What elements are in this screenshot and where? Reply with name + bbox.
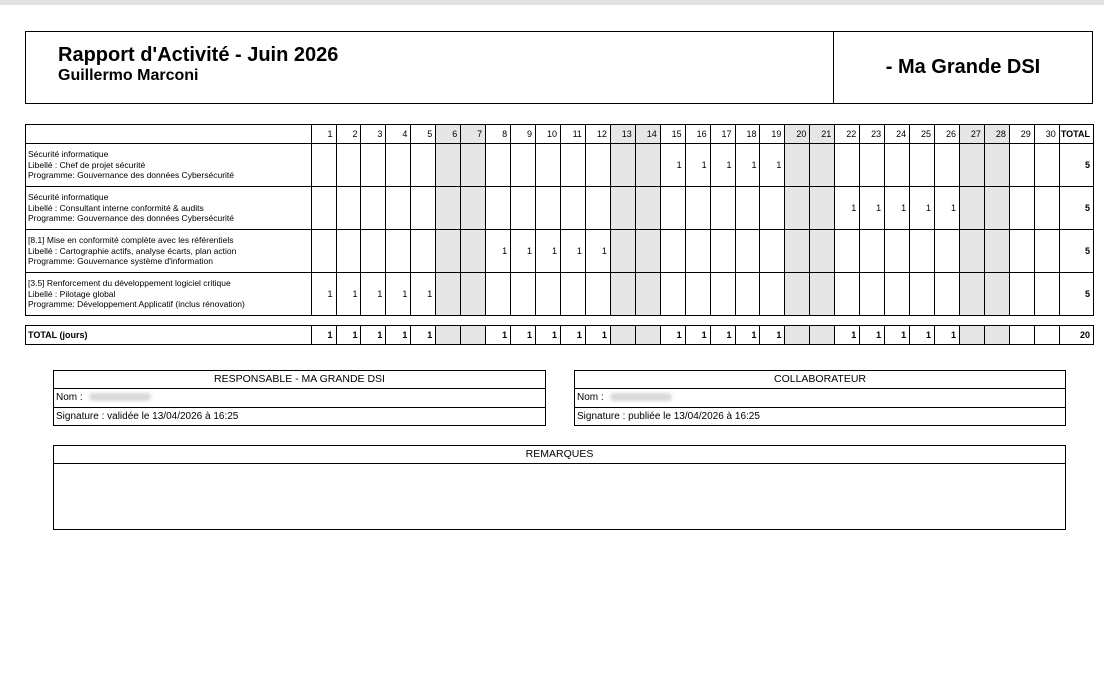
- day-header-20: 20: [785, 125, 810, 144]
- day-cell[interactable]: [685, 187, 710, 230]
- day-header-3: 3: [361, 125, 386, 144]
- day-cell[interactable]: [1034, 230, 1059, 273]
- day-cell[interactable]: [835, 273, 860, 316]
- day-cell[interactable]: [610, 230, 635, 273]
- day-cell[interactable]: [311, 187, 336, 230]
- day-cell[interactable]: [610, 273, 635, 316]
- day-cell[interactable]: [1009, 230, 1034, 273]
- total-day-cell: 1: [361, 326, 386, 345]
- day-cell[interactable]: 1: [311, 273, 336, 316]
- day-cell[interactable]: [810, 273, 835, 316]
- day-cell[interactable]: [585, 144, 610, 187]
- day-cell[interactable]: 1: [386, 273, 411, 316]
- day-cell[interactable]: [1034, 144, 1059, 187]
- day-cell[interactable]: [984, 187, 1009, 230]
- day-cell[interactable]: [810, 230, 835, 273]
- day-cell[interactable]: [835, 144, 860, 187]
- day-cell[interactable]: [785, 230, 810, 273]
- day-cell[interactable]: [910, 144, 935, 187]
- day-cell[interactable]: [785, 187, 810, 230]
- day-cell[interactable]: [660, 187, 685, 230]
- activity-line2: Libellé : Consultant interne conformité & audits: [28, 202, 204, 213]
- day-cell[interactable]: [486, 187, 511, 230]
- day-cell[interactable]: [411, 144, 436, 187]
- day-cell[interactable]: [336, 144, 361, 187]
- day-cell[interactable]: [860, 230, 885, 273]
- top-bar: [0, 0, 1104, 5]
- day-cell[interactable]: [461, 187, 486, 230]
- redacted-name: [89, 393, 151, 401]
- activity-label: [26, 273, 312, 316]
- total-day-cell: 1: [760, 326, 785, 345]
- day-cell[interactable]: 1: [585, 230, 610, 273]
- total-day-cell: 1: [660, 326, 685, 345]
- total-day-cell: 1: [486, 326, 511, 345]
- activity-line1: [8.1] Mise en conformité complète avec les référentiels: [28, 235, 234, 246]
- day-header-24: 24: [885, 125, 910, 144]
- activity-line2: Libellé : Chef de projet sécurité: [28, 159, 146, 170]
- day-cell[interactable]: [436, 144, 461, 187]
- total-row: [26, 326, 1094, 345]
- day-header-2: 2: [336, 125, 361, 144]
- day-cell[interactable]: 1: [660, 144, 685, 187]
- day-cell[interactable]: [635, 144, 660, 187]
- day-cell[interactable]: 1: [760, 144, 785, 187]
- day-cell[interactable]: [810, 187, 835, 230]
- day-cell[interactable]: [860, 144, 885, 187]
- total-day-cell: 1: [585, 326, 610, 345]
- day-header-26: 26: [935, 125, 960, 144]
- day-header-25: 25: [910, 125, 935, 144]
- day-header-28: 28: [984, 125, 1009, 144]
- day-header-22: 22: [835, 125, 860, 144]
- activity-line3: Programme: Gouvernance des données Cybersécurité: [28, 213, 234, 224]
- total-day-cell: 1: [885, 326, 910, 345]
- day-cell[interactable]: [935, 230, 960, 273]
- day-cell[interactable]: [885, 273, 910, 316]
- day-cell[interactable]: [885, 144, 910, 187]
- day-cell[interactable]: [486, 144, 511, 187]
- activity-line1: Sécurité informatique: [28, 192, 109, 203]
- grand-total: 20: [1059, 326, 1093, 345]
- day-header-18: 18: [735, 125, 760, 144]
- header-left: [26, 32, 834, 103]
- total-day-cell: [1009, 326, 1034, 345]
- day-header-9: 9: [511, 125, 536, 144]
- day-header-1: 1: [311, 125, 336, 144]
- activity-line1: [3.5] Renforcement du développement logiciel critique: [28, 278, 231, 289]
- responsable-name-line: [54, 389, 545, 407]
- activity-line1: Sécurité informatique: [28, 149, 109, 160]
- day-cell[interactable]: [311, 144, 336, 187]
- activity-line2: Libellé : Cartographie actifs, analyse écarts, plan action: [28, 245, 237, 256]
- day-header-6: 6: [436, 125, 461, 144]
- day-header-27: 27: [959, 125, 984, 144]
- day-header-19: 19: [760, 125, 785, 144]
- day-cell[interactable]: [735, 230, 760, 273]
- day-cell[interactable]: [386, 230, 411, 273]
- day-cell[interactable]: [935, 273, 960, 316]
- total-day-cell: 1: [935, 326, 960, 345]
- total-day-cell: [785, 326, 810, 345]
- total-day-cell: 1: [710, 326, 735, 345]
- total-day-cell: 1: [860, 326, 885, 345]
- day-cell[interactable]: [660, 273, 685, 316]
- day-cell[interactable]: [910, 230, 935, 273]
- day-cell[interactable]: [1034, 187, 1059, 230]
- day-cell[interactable]: [536, 144, 561, 187]
- day-header-5: 5: [411, 125, 436, 144]
- total-day-cell: 1: [511, 326, 536, 345]
- day-cell[interactable]: [336, 187, 361, 230]
- total-day-cell: 1: [411, 326, 436, 345]
- day-cell[interactable]: [536, 273, 561, 316]
- day-header-16: 16: [685, 125, 710, 144]
- day-cell[interactable]: 1: [486, 230, 511, 273]
- report-header: [25, 31, 1093, 104]
- day-cell[interactable]: [411, 230, 436, 273]
- day-header-21: 21: [810, 125, 835, 144]
- row-total: 5: [1059, 187, 1093, 230]
- total-day-cell: [959, 326, 984, 345]
- day-cell[interactable]: [1009, 144, 1034, 187]
- collaborateur-title: COLLABORATEUR: [575, 371, 1065, 389]
- day-cell[interactable]: [610, 187, 635, 230]
- day-cell[interactable]: [959, 187, 984, 230]
- day-header-8: 8: [486, 125, 511, 144]
- day-cell[interactable]: [386, 187, 411, 230]
- day-cell[interactable]: [660, 230, 685, 273]
- row-total: 5: [1059, 230, 1093, 273]
- day-header-10: 10: [536, 125, 561, 144]
- total-day-cell: [810, 326, 835, 345]
- remarks-box: [53, 445, 1066, 530]
- total-row-label: TOTAL (jours): [26, 326, 312, 345]
- day-cell[interactable]: [1009, 273, 1034, 316]
- total-day-cell: 1: [311, 326, 336, 345]
- day-cell[interactable]: 1: [935, 187, 960, 230]
- day-cell[interactable]: [436, 230, 461, 273]
- day-cell[interactable]: [461, 273, 486, 316]
- day-cell[interactable]: [361, 144, 386, 187]
- day-cell[interactable]: [760, 230, 785, 273]
- day-cell[interactable]: [336, 230, 361, 273]
- activity-row: [26, 273, 1094, 316]
- day-cell[interactable]: 1: [685, 144, 710, 187]
- day-header-17: 17: [710, 125, 735, 144]
- day-cell[interactable]: [386, 144, 411, 187]
- day-cell[interactable]: [885, 230, 910, 273]
- day-cell[interactable]: [635, 187, 660, 230]
- day-cell[interactable]: 1: [411, 273, 436, 316]
- day-cell[interactable]: [984, 144, 1009, 187]
- day-cell[interactable]: [511, 273, 536, 316]
- day-cell[interactable]: [685, 230, 710, 273]
- activity-line3: Programme: Gouvernance des données Cybersécurité: [28, 170, 234, 181]
- activity-label: [26, 144, 312, 187]
- day-cell[interactable]: [785, 144, 810, 187]
- responsable-signature-box: [53, 370, 546, 426]
- day-cell[interactable]: [984, 273, 1009, 316]
- day-header-11: 11: [560, 125, 585, 144]
- day-header-15: 15: [660, 125, 685, 144]
- day-cell[interactable]: 1: [885, 187, 910, 230]
- day-cell[interactable]: [411, 187, 436, 230]
- activity-grid: [25, 124, 1094, 345]
- total-day-cell: [610, 326, 635, 345]
- employee-name: Guillermo Marconi: [58, 67, 199, 84]
- day-cell[interactable]: [760, 273, 785, 316]
- day-cell[interactable]: [710, 273, 735, 316]
- total-day-cell: 1: [560, 326, 585, 345]
- total-day-cell: [461, 326, 486, 345]
- day-header-4: 4: [386, 125, 411, 144]
- grid-spacer: [26, 316, 1094, 326]
- day-cell[interactable]: [585, 187, 610, 230]
- total-header: TOTAL: [1059, 125, 1093, 144]
- day-cell[interactable]: 1: [710, 144, 735, 187]
- day-cell[interactable]: 1: [511, 230, 536, 273]
- activity-label: [26, 230, 312, 273]
- activity-row: [26, 144, 1094, 187]
- header-label-cell: [26, 125, 312, 144]
- day-cell[interactable]: [1034, 273, 1059, 316]
- day-cell[interactable]: [860, 273, 885, 316]
- day-cell[interactable]: [785, 273, 810, 316]
- day-header-29: 29: [1009, 125, 1034, 144]
- day-cell[interactable]: [511, 144, 536, 187]
- report-title: Rapport d'Activité - Juin 2026: [58, 44, 339, 66]
- day-header-12: 12: [585, 125, 610, 144]
- day-cell[interactable]: [810, 144, 835, 187]
- day-cell[interactable]: [486, 273, 511, 316]
- activity-line3: Programme: Gouvernance système d'information: [28, 256, 213, 267]
- day-cell[interactable]: [984, 230, 1009, 273]
- day-cell[interactable]: [685, 273, 710, 316]
- total-day-cell: [436, 326, 461, 345]
- day-cell[interactable]: [560, 273, 585, 316]
- day-cell[interactable]: 1: [336, 273, 361, 316]
- day-cell[interactable]: [461, 144, 486, 187]
- day-cell[interactable]: 1: [560, 230, 585, 273]
- day-cell[interactable]: 1: [361, 273, 386, 316]
- total-day-cell: 1: [336, 326, 361, 345]
- remarks-title: REMARQUES: [54, 446, 1065, 464]
- activity-row: [26, 187, 1094, 230]
- day-cell[interactable]: 1: [536, 230, 561, 273]
- day-header-13: 13: [610, 125, 635, 144]
- day-cell[interactable]: [710, 230, 735, 273]
- day-cell[interactable]: [959, 230, 984, 273]
- activity-line3: Programme: Développement Applicatif (inclus rénovation): [28, 299, 245, 310]
- row-total: 5: [1059, 144, 1093, 187]
- row-total: 5: [1059, 273, 1093, 316]
- day-cell[interactable]: [461, 230, 486, 273]
- day-header-14: 14: [635, 125, 660, 144]
- activity-row: [26, 230, 1094, 273]
- day-cell[interactable]: [735, 273, 760, 316]
- responsable-signature: Signature : validée le 13/04/2026 à 16:25: [54, 407, 545, 426]
- organization-name: - Ma Grande DSI: [885, 56, 1041, 78]
- day-cell[interactable]: 1: [910, 187, 935, 230]
- grid-header-row: [26, 125, 1094, 144]
- collaborateur-name-line: [575, 389, 1065, 407]
- activity-label: [26, 187, 312, 230]
- day-cell[interactable]: [311, 230, 336, 273]
- day-cell[interactable]: [560, 144, 585, 187]
- total-day-cell: 1: [685, 326, 710, 345]
- total-day-cell: [984, 326, 1009, 345]
- total-day-cell: 1: [536, 326, 561, 345]
- total-day-cell: 1: [735, 326, 760, 345]
- day-cell[interactable]: [436, 273, 461, 316]
- day-cell[interactable]: [511, 187, 536, 230]
- day-cell[interactable]: [635, 230, 660, 273]
- total-day-cell: 1: [386, 326, 411, 345]
- responsable-title: RESPONSABLE - MA GRANDE DSI: [54, 371, 545, 389]
- day-header-7: 7: [461, 125, 486, 144]
- day-cell[interactable]: [610, 144, 635, 187]
- day-cell[interactable]: 1: [860, 187, 885, 230]
- day-cell[interactable]: 1: [735, 144, 760, 187]
- collaborateur-signature-box: [574, 370, 1066, 426]
- total-day-cell: 1: [910, 326, 935, 345]
- day-cell[interactable]: [910, 273, 935, 316]
- day-header-30: 30: [1034, 125, 1059, 144]
- day-cell[interactable]: [760, 187, 785, 230]
- day-cell[interactable]: [959, 273, 984, 316]
- day-header-23: 23: [860, 125, 885, 144]
- redacted-name: [610, 393, 672, 401]
- day-cell[interactable]: [935, 144, 960, 187]
- day-cell[interactable]: [735, 187, 760, 230]
- day-cell[interactable]: [959, 144, 984, 187]
- day-cell[interactable]: [560, 187, 585, 230]
- total-day-cell: [1034, 326, 1059, 345]
- activity-line2: Libellé : Pilotage global: [28, 288, 116, 299]
- day-cell[interactable]: [361, 187, 386, 230]
- day-cell[interactable]: [536, 187, 561, 230]
- collaborateur-name-label: Nom :: [577, 392, 604, 403]
- day-cell[interactable]: [361, 230, 386, 273]
- day-cell[interactable]: 1: [835, 187, 860, 230]
- total-day-cell: [635, 326, 660, 345]
- day-cell[interactable]: [585, 273, 610, 316]
- total-day-cell: 1: [835, 326, 860, 345]
- day-cell[interactable]: [635, 273, 660, 316]
- spacer-cell: [26, 316, 1094, 326]
- day-cell[interactable]: [1009, 187, 1034, 230]
- day-cell[interactable]: [710, 187, 735, 230]
- day-cell[interactable]: [436, 187, 461, 230]
- remarks-content[interactable]: [54, 464, 1065, 530]
- responsable-name-label: Nom :: [56, 392, 83, 403]
- day-cell[interactable]: [835, 230, 860, 273]
- collaborateur-signature: Signature : publiée le 13/04/2026 à 16:25: [575, 407, 1065, 426]
